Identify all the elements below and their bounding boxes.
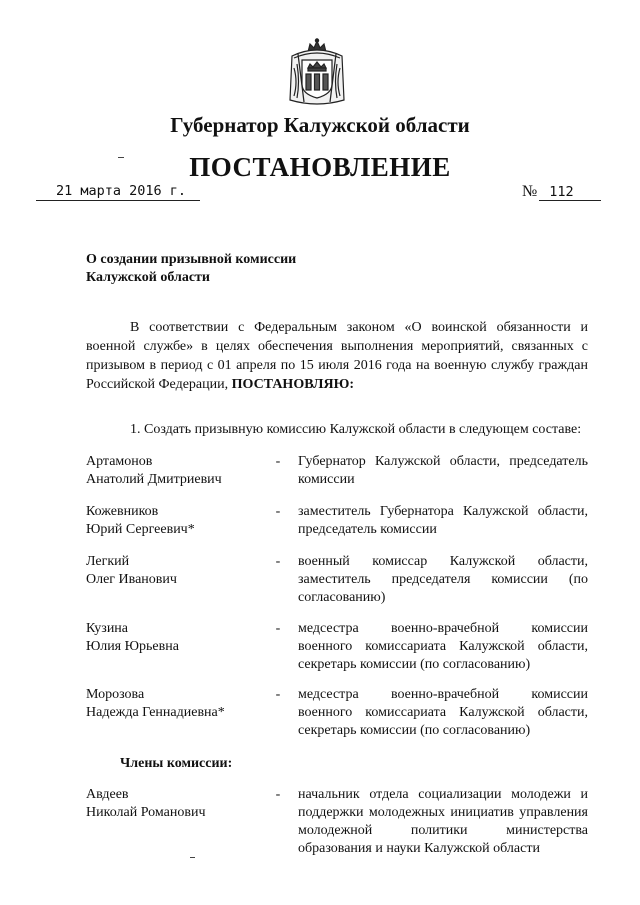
resolution-word: ПОСТАНОВЛЯЮ: xyxy=(231,377,354,392)
member-surname: Артамонов xyxy=(86,454,153,469)
member-surname: Кожевников xyxy=(86,504,159,519)
member-given-names: Юлия Юрьевна xyxy=(86,639,179,654)
separator-dash: - xyxy=(275,554,281,569)
separator-dash: - xyxy=(275,787,281,802)
member-role: заместитель Губернатора Калужской области, председатель комиссии xyxy=(298,504,588,537)
member-name xyxy=(86,553,266,589)
member-role: медсестра военно-врачебной комиссии военного комиссариата Калужской области, секретарь комиссии (по согласованию) xyxy=(298,621,588,672)
separator-dash: - xyxy=(275,504,281,519)
member-entry xyxy=(86,686,606,744)
document-date: 21 марта 2016 г. xyxy=(36,183,200,201)
members-heading: Члены комиссии: xyxy=(120,756,233,771)
clause-1: 1. Создать призывную комиссию Калужской области в следующем составе: xyxy=(130,422,582,437)
scan-speck xyxy=(118,157,124,158)
member-surname: Легкий xyxy=(86,554,130,569)
member-given-names: Юрий Сергеевич* xyxy=(86,522,195,537)
preamble-text: В соответствии с Федеральным законом «О воинской обязанности и военной службе» в целях обеспечения выполнения мероприятий, связанных с призывом в период с 01 апреля по 15 июля 2016 года на военную службу граждан Российской Федерации, xyxy=(86,320,588,392)
member-role: начальник отдела социализации молодежи и поддержки молодежных инициатив управления молодежной политики министерства образования и науки Калужской области xyxy=(298,787,588,856)
member-role: военный комиссар Калужской области, заместитель председателя комиссии (по согласованию) xyxy=(298,554,588,605)
member-given-names: Анатолий Дмитриевич xyxy=(86,472,222,487)
separator-dash: - xyxy=(275,687,281,702)
number-sign: № xyxy=(522,183,538,200)
member-name xyxy=(86,686,266,722)
subject-line: Калужской области xyxy=(86,270,210,285)
member-role: Губернатор Калужской области, председатель комиссии xyxy=(298,454,588,487)
subject-line: О создании призывной комиссии xyxy=(86,252,297,267)
issuing-authority: Губернатор Калужской области xyxy=(170,113,470,137)
member-given-names: Николай Романович xyxy=(86,805,206,820)
member-name xyxy=(86,453,266,489)
member-given-names: Надежда Геннадиевна* xyxy=(86,705,225,720)
document-number: 112 xyxy=(539,184,601,201)
document-number-block xyxy=(522,183,606,201)
member-name xyxy=(86,503,266,539)
scan-speck xyxy=(190,857,195,858)
member-surname: Авдеев xyxy=(86,787,129,802)
member-entry xyxy=(86,786,606,862)
coat-of-arms-emblem xyxy=(286,38,348,110)
member-name xyxy=(86,786,266,822)
member-entry xyxy=(86,453,606,493)
member-role: медсестра военно-врачебной комиссии военного комиссариата Калужской области, секретарь комиссии (по согласованию) xyxy=(298,687,588,738)
document-subject xyxy=(86,251,386,287)
separator-dash: - xyxy=(275,621,281,636)
member-entry xyxy=(86,503,606,543)
document-type-title: ПОСТАНОВЛЕНИЕ xyxy=(189,152,451,182)
member-entry xyxy=(86,553,606,611)
preamble-paragraph xyxy=(86,318,588,394)
member-name xyxy=(86,620,266,656)
member-surname: Кузина xyxy=(86,621,129,636)
member-surname: Морозова xyxy=(86,687,145,702)
member-given-names: Олег Иванович xyxy=(86,572,177,587)
member-entry xyxy=(86,620,606,678)
separator-dash: - xyxy=(275,454,281,469)
